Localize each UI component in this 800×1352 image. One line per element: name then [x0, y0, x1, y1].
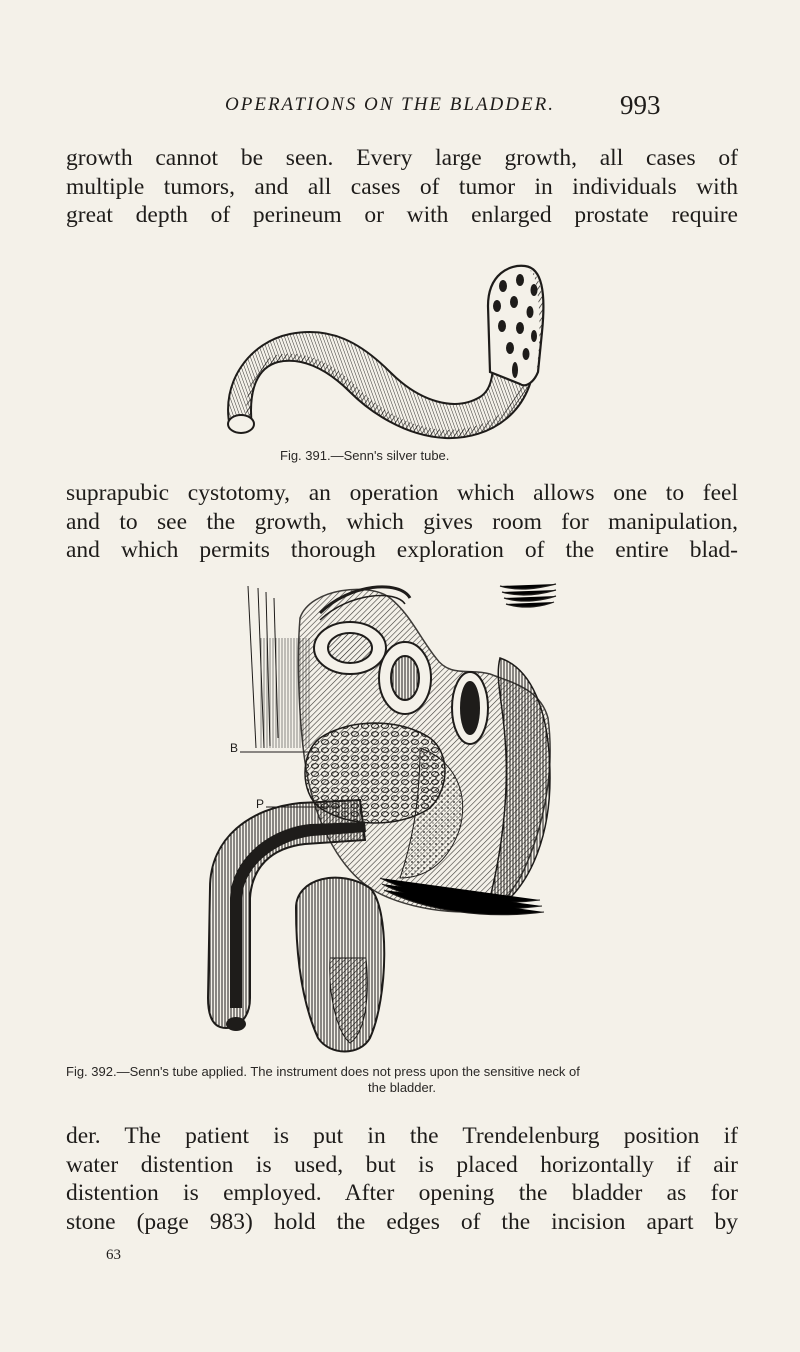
label-p: P	[256, 797, 265, 811]
paragraph-line: distention is employed. After opening the bladder as for	[66, 1180, 738, 1206]
paragraph-line: water distention is used, but is placed horizontally if air	[66, 1151, 738, 1178]
caption-line: the bladder.	[368, 1080, 436, 1095]
paragraph-3	[66, 1122, 738, 1236]
paragraph-line: great depth of perineum or with enlarged prostate require	[66, 202, 738, 228]
paragraph-line: suprapubic cystotomy, an operation which allows one to feel	[66, 480, 738, 506]
figure-391-senn-silver-tube	[190, 262, 580, 442]
signature-mark: 63	[106, 1247, 121, 1263]
caption-line: Fig. 392.—Senn's tube applied. The instrument does not press upon the sensitive neck of	[66, 1064, 580, 1079]
page-number: 993	[620, 90, 661, 120]
paragraph-1	[66, 144, 738, 230]
paragraph-line: and to see the growth, which gives room for manipulation,	[66, 508, 738, 535]
paragraph-line: multiple tumors, and all cases of tumor in individuals with	[66, 173, 738, 200]
paragraph-line: der. The patient is put in the Trendelenburg position if	[66, 1123, 738, 1149]
paragraph-line: stone (page 983) hold the edges of the incision apart by	[66, 1208, 738, 1235]
label-b: B	[230, 741, 239, 755]
paragraph-line: and which permits thorough exploration of the entire blad-	[66, 537, 738, 563]
running-title: OPERATIONS ON THE BLADDER.	[225, 94, 555, 115]
paragraph-2	[66, 479, 738, 565]
running-head	[0, 92, 800, 126]
paragraph-line: growth cannot be seen. Every large growth, all cases of	[66, 145, 738, 171]
figure-391-caption: Fig. 391.—Senn's silver tube.	[280, 448, 450, 463]
figure-392-caption	[66, 1064, 738, 1096]
figure-392-sagittal-section	[200, 578, 560, 1058]
tube-open-end	[228, 415, 254, 433]
top-right-fibers	[500, 584, 556, 607]
